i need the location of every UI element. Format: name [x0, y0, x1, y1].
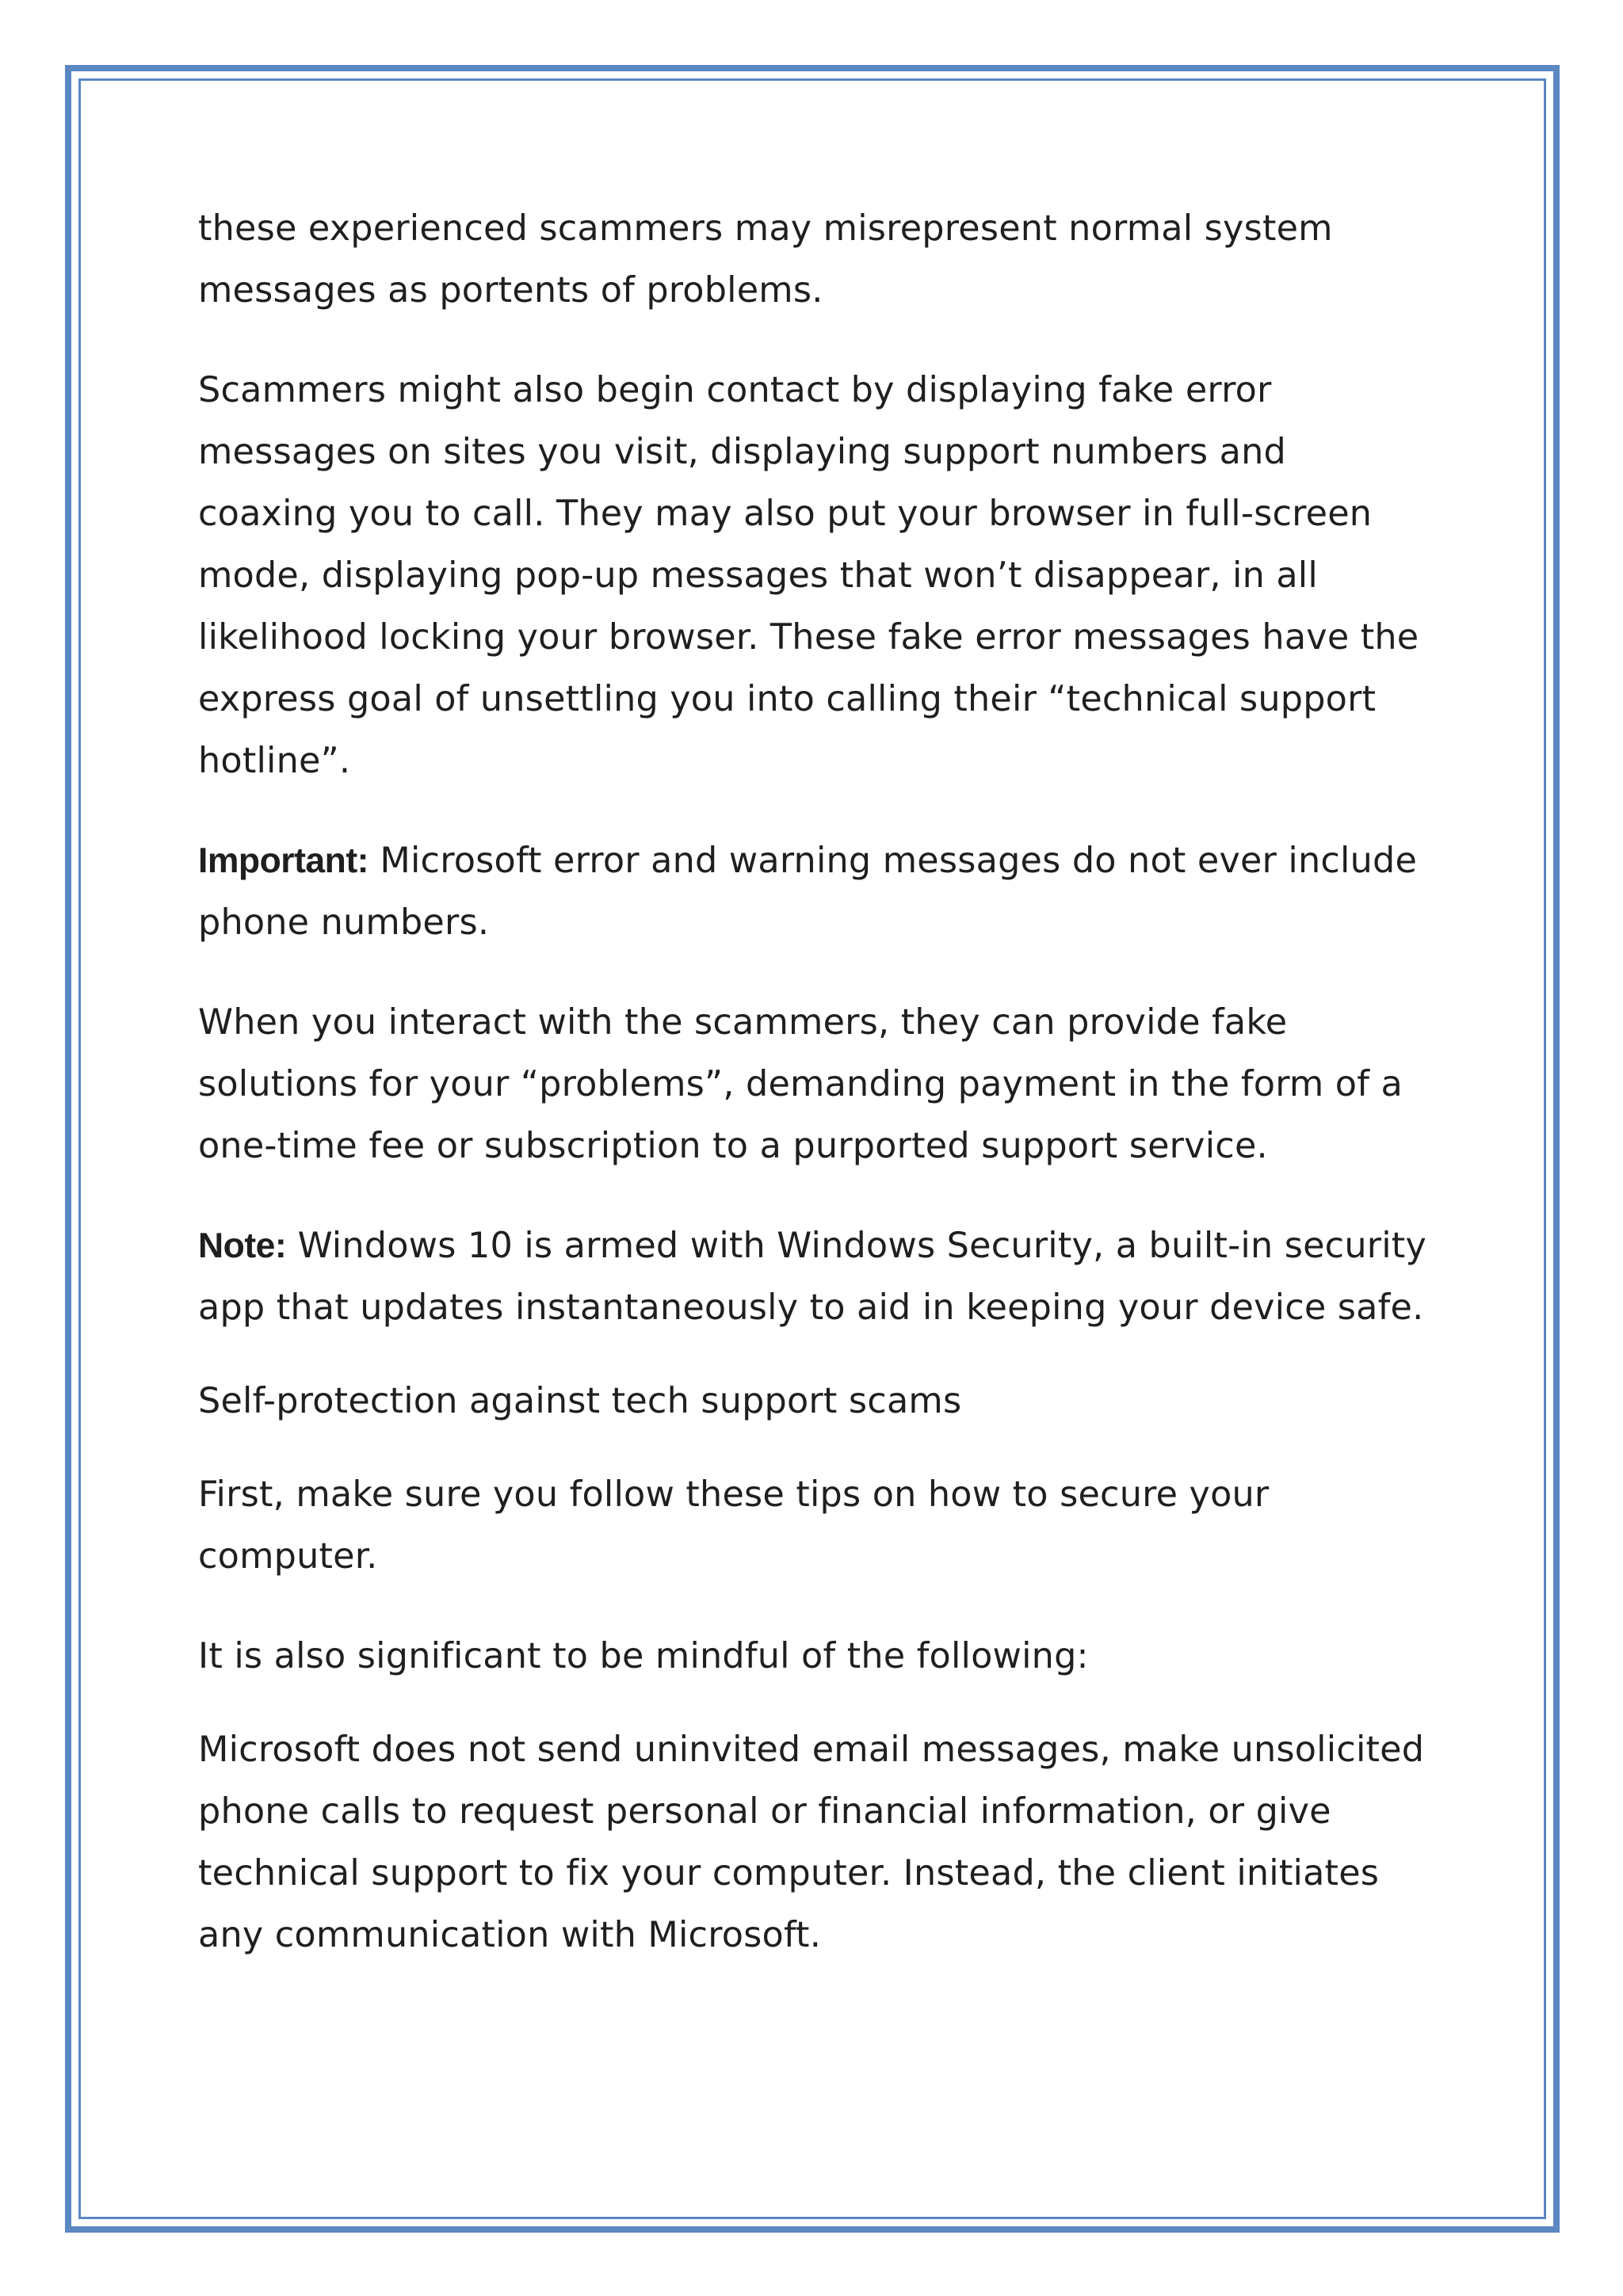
paragraph-text: Windows 10 is armed with Windows Security, a built-in security app that updates instantaneously to aid in keeping your device safe.: [198, 1226, 1426, 1328]
paragraph-secure-computer-tips: [198, 1464, 1434, 1588]
paragraph-text: When you interact with the scammers, they can provide fake solutions for your “problems”, demanding payment in the form of a one-time fee or subscription to a purported support service.: [198, 1002, 1403, 1166]
paragraph-text: Microsoft error and warning messages do not ever include phone numbers.: [198, 841, 1418, 943]
paragraph-windows-security-note: [198, 1215, 1434, 1339]
paragraph-text: Scammers might also begin contact by displaying fake error messages on sites you visit, displaying support numbers and coaxing you to call. They may also put your browser in full-screen mode, displaying pop-up messages that won’t disappear, in all likelihood locking your browser. These fake error messages have the express goal of unsettling you into calling their “technical support hotline”.: [198, 370, 1419, 781]
paragraph-scammers-misrepresent: [198, 198, 1434, 322]
paragraph-be-mindful: [198, 1626, 1434, 1688]
paragraph-important-note: [198, 830, 1434, 954]
paragraph-fake-solutions: [198, 992, 1434, 1177]
important-label: Important:: [198, 841, 369, 880]
note-label: Note:: [198, 1226, 287, 1265]
paragraph-text: First, make sure you follow these tips on how to secure your computer.: [198, 1474, 1270, 1577]
document-body: [198, 198, 1434, 2004]
section-heading-self-protection: [198, 1371, 1434, 1432]
paragraph-text: It is also significant to be mindful of the following:: [198, 1636, 1089, 1676]
paragraph-text: Microsoft does not send uninvited email messages, make unsolicited phone calls to request personal or financial information, or give technical support to fix your computer. Instead, the client initiates any communication with Microsoft.: [198, 1730, 1425, 1955]
heading-text: Self-protection against tech support scams: [198, 1381, 962, 1421]
paragraph-fake-error-messages: [198, 360, 1434, 792]
paragraph-microsoft-does-not-send: [198, 1719, 1434, 1966]
paragraph-text: these experienced scammers may misrepresent normal system messages as portents of problems.: [198, 208, 1333, 311]
